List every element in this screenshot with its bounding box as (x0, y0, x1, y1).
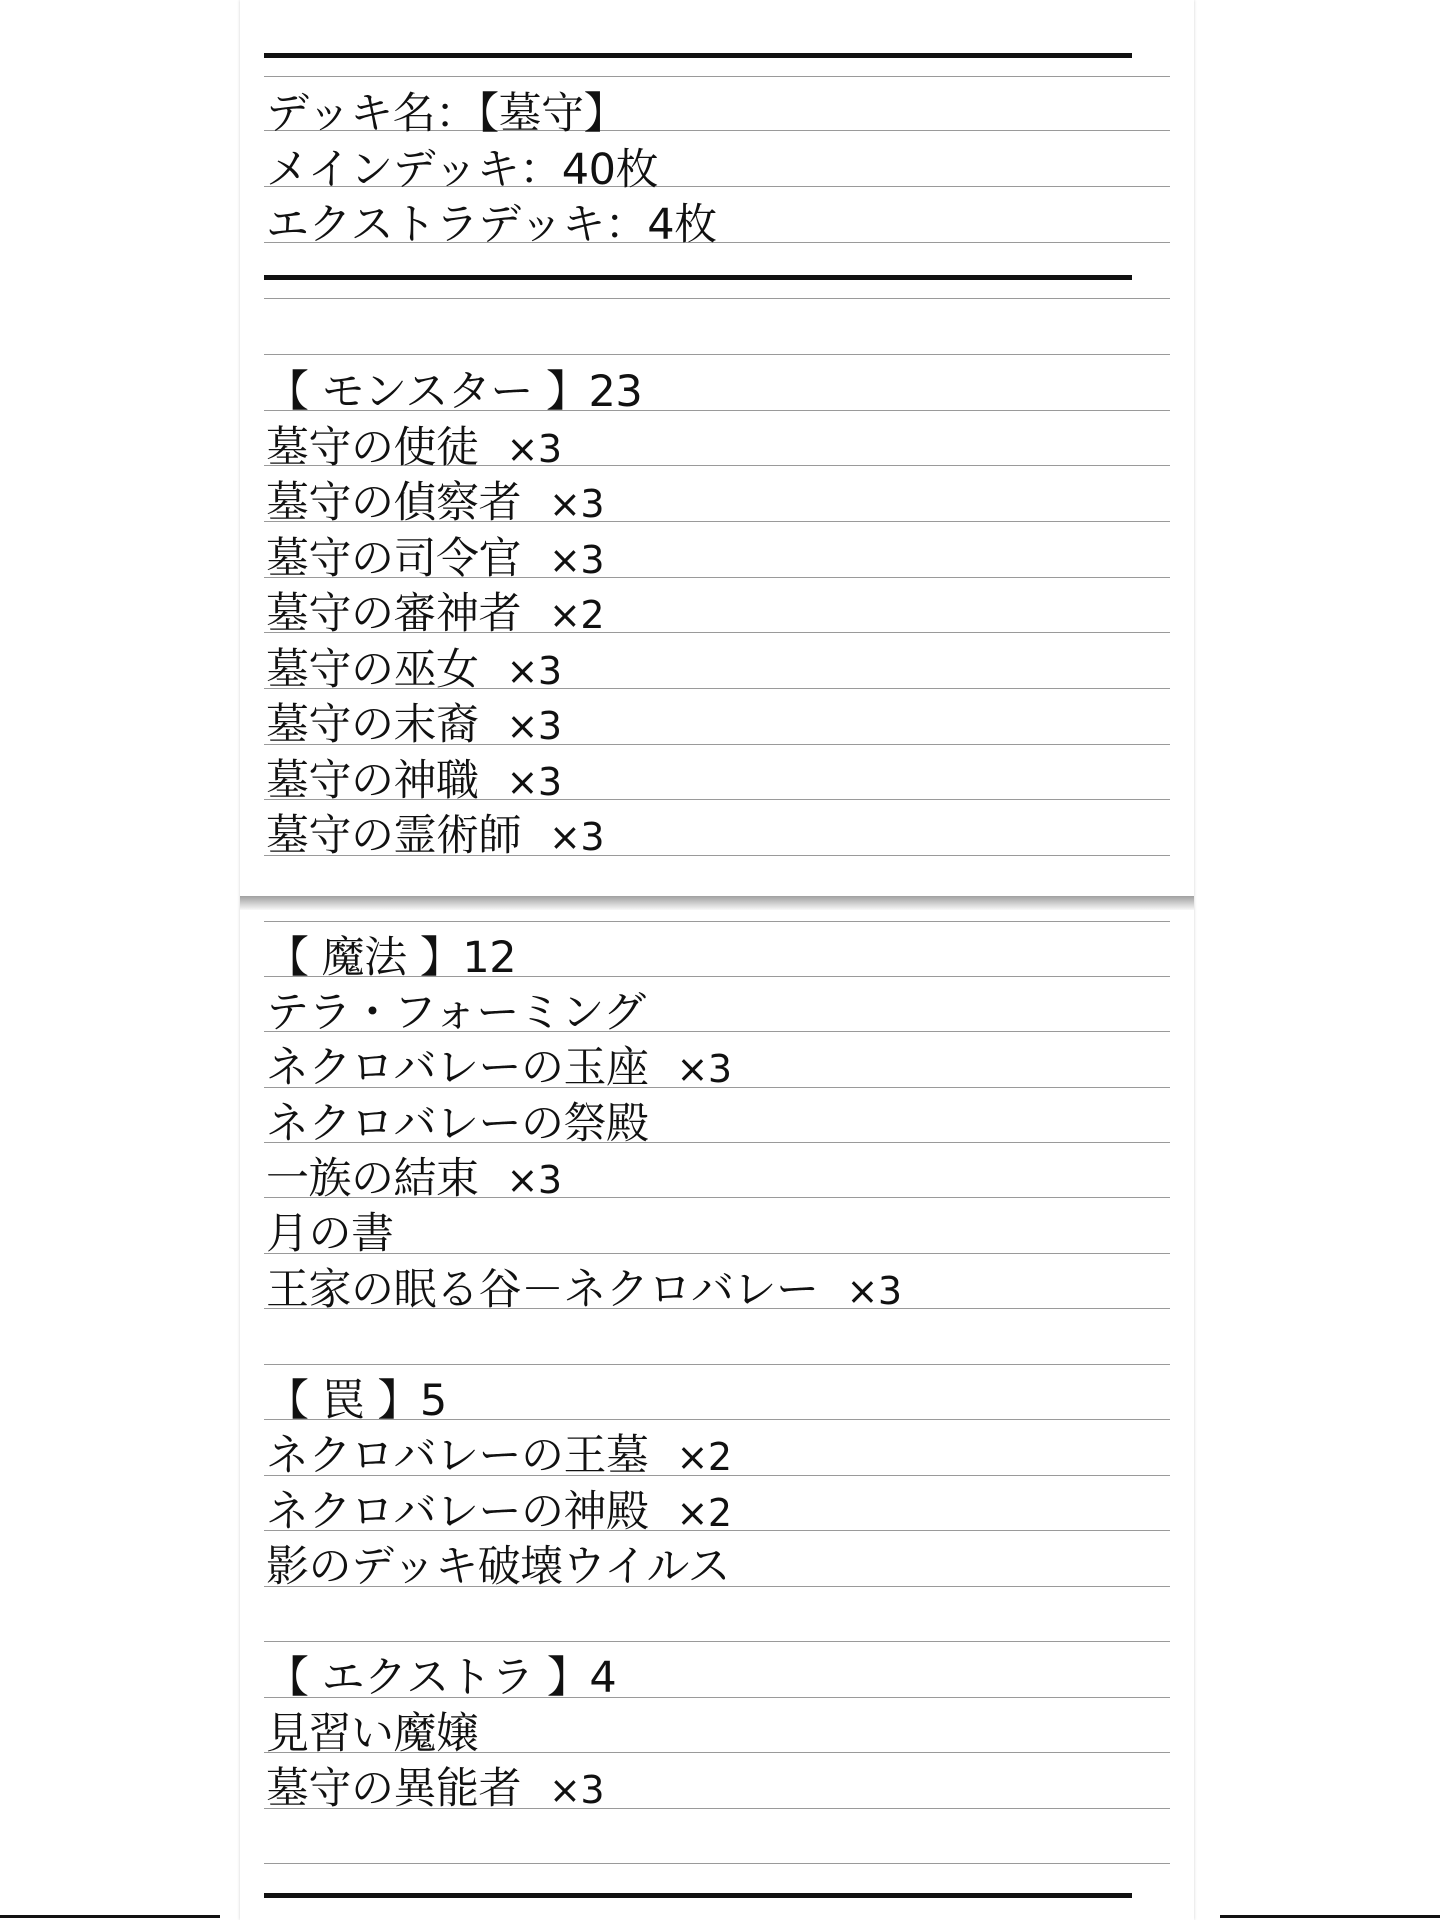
trap-header: 【 罠 】5 (266, 1376, 447, 1426)
list-item: テラ・フォーミング (266, 988, 646, 1038)
list-item: 墓守の使徒 ×3 (266, 423, 562, 473)
header-divider (264, 275, 1132, 280)
list-item: 見習い魔嬢 (266, 1709, 479, 1759)
list-item: 一族の結束 ×3 (266, 1154, 562, 1204)
list-item: 影のデッキ破壊ウイルス (266, 1542, 731, 1592)
screenshot-seam (240, 896, 1194, 910)
spell-header: 【 魔法 】12 (266, 933, 517, 983)
list-item: 月の書 (266, 1209, 394, 1259)
list-item: ネクロバレーの祭殿 (266, 1099, 649, 1149)
list-item: ネクロバレーの神殿 ×2 (266, 1487, 732, 1537)
main-deck-count: メインデッキ：40枚 (266, 145, 658, 195)
list-item: 墓守の巫女 ×3 (266, 645, 562, 695)
top-divider (264, 53, 1132, 58)
list-item: ネクロバレーの王墓 ×2 (266, 1431, 732, 1481)
deck-name: デッキ名：【墓守】 (266, 89, 627, 139)
list-item: 墓守の偵察者 ×3 (266, 478, 605, 528)
list-item: 墓守の神職 ×3 (266, 756, 562, 806)
extra-header: 【 エクストラ 】4 (266, 1653, 617, 1703)
list-item: 墓守の司令官 ×3 (266, 534, 605, 584)
list-item: 墓守の審神者 ×2 (266, 589, 605, 639)
extra-deck-count: エクストラデッキ：4枚 (266, 200, 717, 250)
bottom-divider (264, 1893, 1132, 1898)
list-item: 王家の眠る谷－ネクロバレー ×3 (266, 1265, 902, 1315)
list-item: ネクロバレーの玉座 ×3 (266, 1043, 732, 1093)
bottom-edge (0, 1912, 1440, 1920)
list-item: 墓守の霊術師 ×3 (266, 811, 605, 861)
list-item: 墓守の末裔 ×3 (266, 700, 562, 750)
monster-header: 【 モンスター 】23 (266, 367, 643, 417)
list-item: 墓守の異能者 ×3 (266, 1764, 605, 1814)
